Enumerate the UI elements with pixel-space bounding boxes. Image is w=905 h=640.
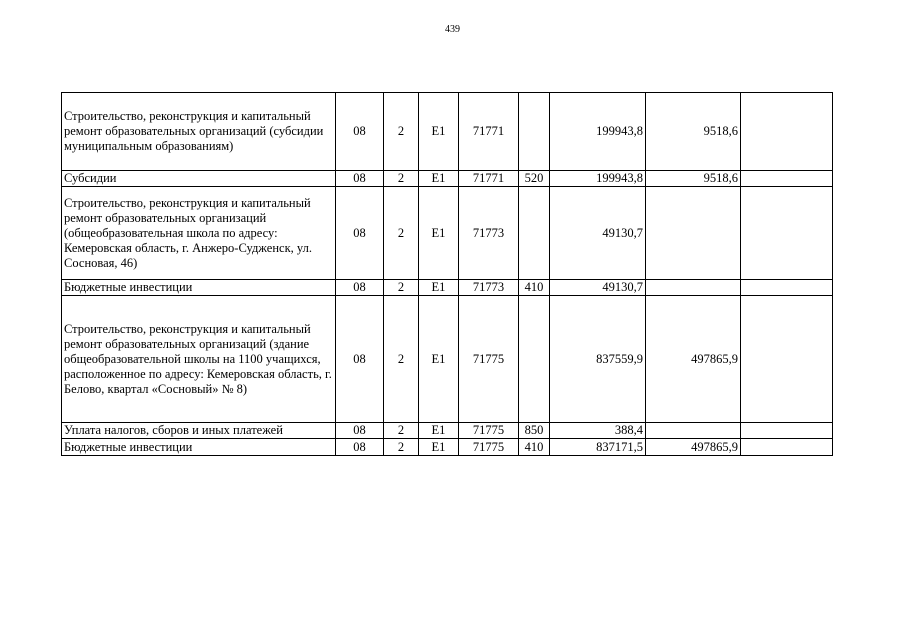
- row-name: Бюджетные инвестиции: [62, 280, 336, 296]
- row-sum-3: [741, 171, 833, 187]
- row-code: 71773: [459, 187, 519, 280]
- row-program: Е1: [419, 171, 459, 187]
- row-subsection: 2: [384, 93, 419, 171]
- row-expense-type: 410: [519, 280, 550, 296]
- row-subsection: 2: [384, 187, 419, 280]
- row-name: Уплата налогов, сборов и иных платежей: [62, 423, 336, 439]
- row-expense-type: 520: [519, 171, 550, 187]
- row-code: 71775: [459, 439, 519, 456]
- row-sum-1: 388,4: [550, 423, 646, 439]
- row-code: 71771: [459, 93, 519, 171]
- row-section: 08: [336, 171, 384, 187]
- row-section: 08: [336, 439, 384, 456]
- row-subsection: 2: [384, 296, 419, 423]
- row-sum-3: [741, 296, 833, 423]
- row-expense-type: [519, 296, 550, 423]
- row-sum-2: 497865,9: [646, 296, 741, 423]
- budget-table: [61, 92, 833, 456]
- row-program: Е1: [419, 93, 459, 171]
- row-sum-2: [646, 280, 741, 296]
- row-code: 71773: [459, 280, 519, 296]
- row-program: Е1: [419, 187, 459, 280]
- row-program: Е1: [419, 439, 459, 456]
- table-row: [62, 423, 833, 439]
- row-subsection: 2: [384, 423, 419, 439]
- row-sum-1: 199943,8: [550, 171, 646, 187]
- row-name: Строительство, реконструкция и капитальный ремонт образовательных организаций (субсидии муниципальным образованиям): [62, 93, 336, 171]
- row-section: 08: [336, 93, 384, 171]
- table-row: [62, 296, 833, 423]
- row-sum-2: [646, 187, 741, 280]
- row-section: 08: [336, 296, 384, 423]
- table-row: [62, 171, 833, 187]
- table-row: [62, 439, 833, 456]
- row-name: Строительство, реконструкция и капитальный ремонт образовательных организаций (здание общеобразовательной школы на 1100 учащихся, расположенное по адресу: Кемеровская область, г. Белово, квартал «Сосновый» № 8): [62, 296, 336, 423]
- table-row: [62, 93, 833, 171]
- row-name: Бюджетные инвестиции: [62, 439, 336, 456]
- table-row: [62, 187, 833, 280]
- row-sum-2: 497865,9: [646, 439, 741, 456]
- row-sum-3: [741, 423, 833, 439]
- row-expense-type: 410: [519, 439, 550, 456]
- row-sum-3: [741, 439, 833, 456]
- row-code: 71775: [459, 423, 519, 439]
- row-sum-2: 9518,6: [646, 171, 741, 187]
- row-sum-1: 49130,7: [550, 187, 646, 280]
- row-section: 08: [336, 187, 384, 280]
- row-sum-1: 837559,9: [550, 296, 646, 423]
- row-name: Субсидии: [62, 171, 336, 187]
- row-expense-type: [519, 93, 550, 171]
- row-program: Е1: [419, 280, 459, 296]
- page-number: 439: [445, 24, 460, 35]
- row-subsection: 2: [384, 280, 419, 296]
- row-sum-3: [741, 187, 833, 280]
- row-code: 71771: [459, 171, 519, 187]
- row-subsection: 2: [384, 439, 419, 456]
- row-sum-3: [741, 280, 833, 296]
- row-expense-type: 850: [519, 423, 550, 439]
- row-sum-2: 9518,6: [646, 93, 741, 171]
- row-sum-2: [646, 423, 741, 439]
- table-row: [62, 280, 833, 296]
- row-code: 71775: [459, 296, 519, 423]
- row-section: 08: [336, 423, 384, 439]
- row-expense-type: [519, 187, 550, 280]
- row-sum-1: 199943,8: [550, 93, 646, 171]
- row-name: Строительство, реконструкция и капитальный ремонт образовательных организаций (общеобразовательная школа по адресу: Кемеровская область, г. Анжеро-Судженск, ул. Сосновая, 46): [62, 187, 336, 280]
- row-sum-3: [741, 93, 833, 171]
- row-subsection: 2: [384, 171, 419, 187]
- row-program: Е1: [419, 423, 459, 439]
- row-program: Е1: [419, 296, 459, 423]
- row-section: 08: [336, 280, 384, 296]
- row-sum-1: 49130,7: [550, 280, 646, 296]
- row-sum-1: 837171,5: [550, 439, 646, 456]
